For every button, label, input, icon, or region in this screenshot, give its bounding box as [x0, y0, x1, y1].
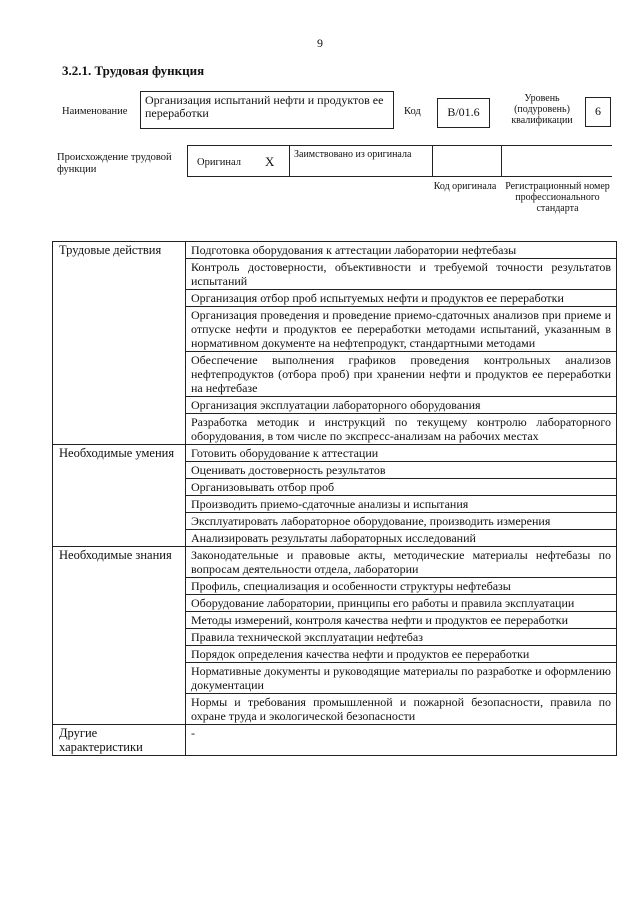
level-value: 6: [595, 104, 601, 118]
divider: [501, 146, 502, 177]
item-cell: Готовить оборудование к аттестации: [186, 445, 617, 462]
item-cell: Правила технической эксплуатации нефтебаз: [186, 629, 617, 646]
code-value: B/01.6: [447, 105, 480, 119]
item-cell: Подготовка оборудования к аттестации лаборатории нефтебазы: [186, 242, 617, 259]
item-cell: Обеспечение выполнения графиков проведения контрольных анализов нефтепродуктов (отбора проб) при хранении нефти и продуктов ее переработки на нефтебазе: [186, 352, 617, 397]
category-cell: Необходимые знания: [53, 547, 186, 725]
item-cell: Эксплуатировать лабораторное оборудование, производить измерения: [186, 513, 617, 530]
category-cell: Трудовые действия: [53, 242, 186, 445]
original-mark: X: [265, 154, 275, 169]
item-cell: Организация эксплуатации лабораторного оборудования: [186, 397, 617, 414]
item-cell: Нормативные документы и руководящие материалы по разработке и оформлению документации: [186, 663, 617, 694]
code-original-caption: Код оригинала: [433, 181, 497, 192]
level-label: Уровень (подуровень) квалификации: [511, 93, 573, 126]
item-cell: Порядок определения качества нефти и продуктов ее переработки: [186, 646, 617, 663]
item-cell: Законодательные и правовые акты, методические материалы нефтебазы по вопросам деятельности отдела, лаборатории: [186, 547, 617, 578]
item-cell: Оборудование лаборатории, принципы его работы и правила эксплуатации: [186, 595, 617, 612]
section-title: 3.2.1. Трудовая функция: [62, 63, 205, 78]
item-cell: Производить приемо-сдаточные анализы и испытания: [186, 496, 617, 513]
code-box: [437, 98, 490, 128]
category-cell: Необходимые умения: [53, 445, 186, 547]
origin-label: Происхождение трудовой функции: [57, 152, 172, 175]
function-name: Организация испытаний нефти и продуктов ее переработки: [145, 93, 384, 120]
name-label: Наименование: [62, 106, 128, 117]
item-cell: Организация проведения и проведение приемо-сдаточных анализов при приеме и отпуске нефти и продуктов ее переработки методами испытаний, указанным в нормативном документе на нефтепродукт, стандартными методами: [186, 307, 617, 352]
labor-function-table: [52, 241, 617, 756]
item-cell: Разработка методик и инструкций по текущему контролю лабораторного оборудования, в том числе по экспресс-анализам на рабочих местах: [186, 414, 617, 445]
divider: [432, 146, 433, 177]
item-cell: Организация отбор проб испытуемых нефти и продуктов ее переработки: [186, 290, 617, 307]
item-cell: Контроль достоверности, объективности и требуемой точности результатов испытаний: [186, 259, 617, 290]
page-number: 9: [317, 36, 323, 50]
item-cell: Методы измерений, контроля качества нефти и продуктов ее переработки: [186, 612, 617, 629]
divider: [289, 146, 290, 177]
borrowed-label: Заимствовано из оригинала: [294, 149, 412, 160]
item-cell: Анализировать результаты лабораторных исследований: [186, 530, 617, 547]
table-row: [53, 725, 617, 756]
category-cell: Другие характеристики: [53, 725, 186, 756]
table-row: [53, 242, 617, 259]
item-cell: Нормы и требования промышленной и пожарной безопасности, правила по охране труда и экологической безопасности: [186, 694, 617, 725]
item-cell: Профиль, специализация и особенности структуры нефтебазы: [186, 578, 617, 595]
item-cell: Организовывать отбор проб: [186, 479, 617, 496]
code-label: Код: [404, 106, 421, 117]
function-name-box: [140, 91, 394, 129]
reg-number-caption: Регистрационный номер профессионального стандарта: [505, 181, 610, 214]
origin-table: [187, 145, 612, 177]
item-cell: Оценивать достоверность результатов: [186, 462, 617, 479]
table-row: [53, 445, 617, 462]
item-cell: -: [186, 725, 617, 756]
level-box: [585, 97, 611, 127]
table-row: [53, 547, 617, 578]
original-label: Оригинал: [197, 157, 241, 168]
